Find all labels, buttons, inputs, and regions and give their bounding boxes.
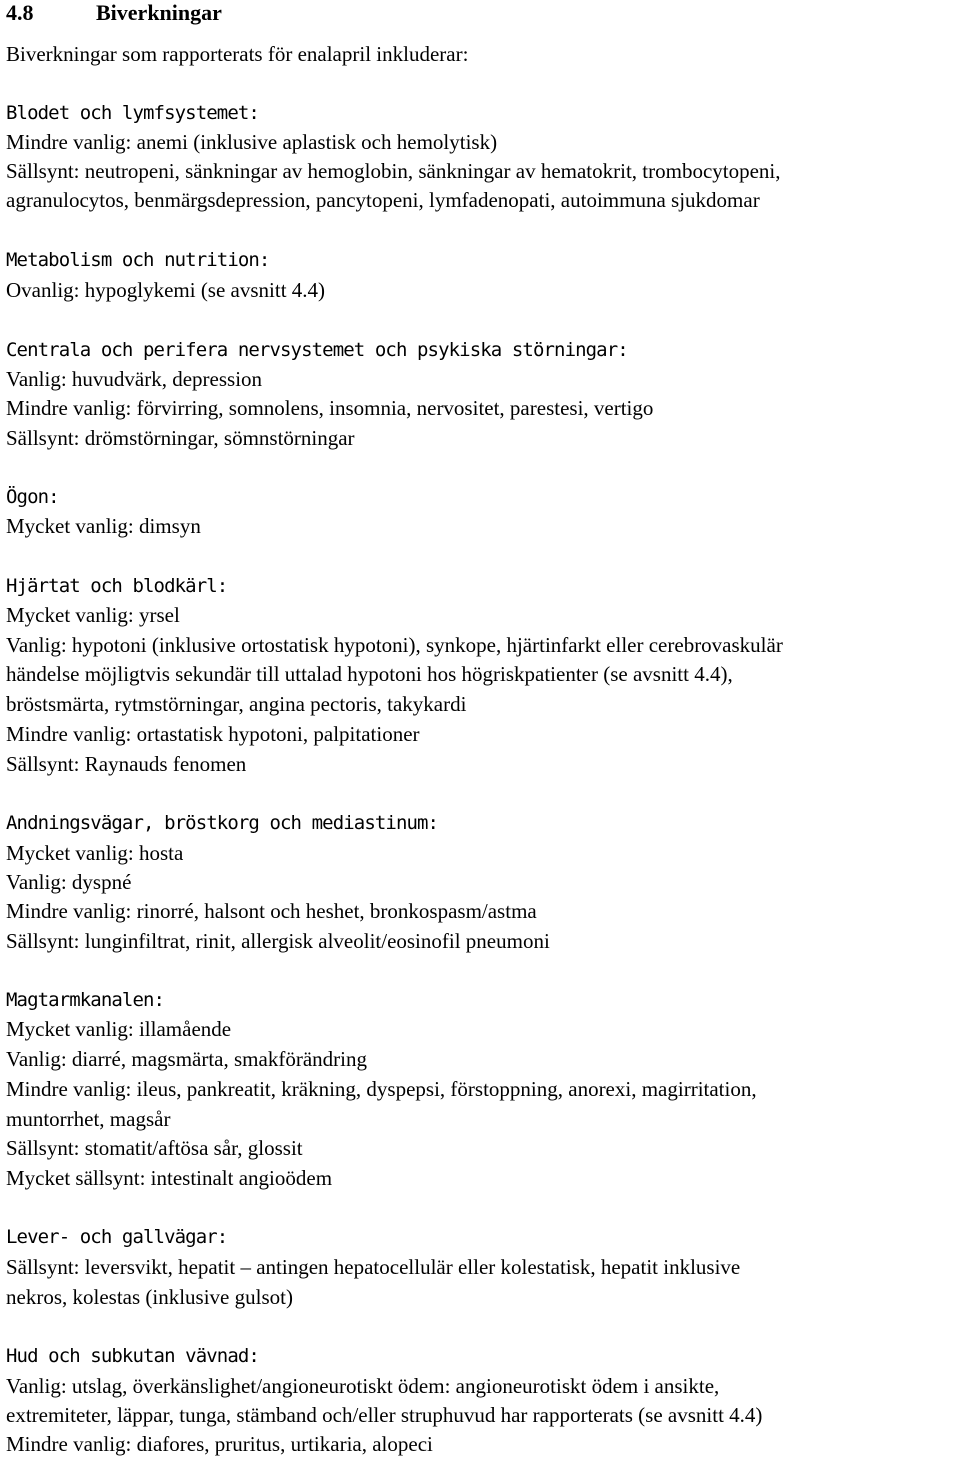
category-heading: Metabolism och nutrition:	[6, 249, 270, 271]
adverse-effect-line: händelse möjligtvis sekundär till uttalad hypotoni hos högriskpatienter (se avsnitt 4.4),	[6, 662, 733, 686]
section-heading	[6, 0, 222, 26]
category-heading: Ögon:	[6, 486, 59, 508]
category-heading: Andningsvägar, bröstkorg och mediastinum:	[6, 812, 439, 834]
adverse-effect-line: Sällsynt: leversvikt, hepatit – antingen hepatocellulär eller kolestatisk, hepatit inklusive	[6, 1255, 741, 1279]
adverse-effect-line: nekros, kolestas (inklusive gulsot)	[6, 1285, 293, 1309]
adverse-effect-line: Vanlig: huvudvärk, depression	[6, 367, 263, 391]
adverse-effect-line: Vanlig: utslag, överkänslighet/angioneurotiskt ödem: angioneurotiskt ödem i ansikte,	[6, 1374, 720, 1398]
adverse-effect-line: Ovanlig: hypoglykemi (se avsnitt 4.4)	[6, 278, 326, 302]
adverse-effect-line: Vanlig: diarré, magsmärta, smakförändring	[6, 1047, 367, 1071]
adverse-effect-line: Sällsynt: Raynauds fenomen	[6, 752, 247, 776]
section-title: Biverkningar	[96, 0, 222, 25]
adverse-effect-line: extremiteter, läppar, tunga, stämband och/eller struphuvud har rapporterats (se avsnitt 4.4)	[6, 1403, 763, 1427]
section-number: 4.8	[6, 0, 34, 25]
category-heading: Lever- och gallvägar:	[6, 1226, 228, 1248]
adverse-effect-line: Sällsynt: drömstörningar, sömnstörningar	[6, 426, 355, 450]
adverse-effect-line: bröstsmärta, rytmstörningar, angina pectoris, takykardi	[6, 692, 467, 716]
adverse-effect-line: Vanlig: hypotoni (inklusive ortostatisk hypotoni), synkope, hjärtinfarkt eller cerebrovaskulär	[6, 633, 783, 657]
adverse-effect-line: Mycket vanlig: illamående	[6, 1017, 232, 1041]
adverse-effect-line: Mycket vanlig: hosta	[6, 841, 184, 865]
adverse-effect-line: Mindre vanlig: anemi (inklusive aplastisk och hemolytisk)	[6, 130, 498, 154]
adverse-effect-line: Sällsynt: stomatit/aftösa sår, glossit	[6, 1136, 303, 1160]
category-heading: Magtarmkanalen:	[6, 989, 165, 1011]
adverse-effect-line: Mindre vanlig: diafores, pruritus, urtikaria, alopeci	[6, 1432, 433, 1456]
adverse-effect-line: Mindre vanlig: ortastatisk hypotoni, palpitationer	[6, 722, 420, 746]
adverse-effect-line: Mindre vanlig: ileus, pankreatit, kräkning, dyspepsi, förstoppning, anorexi, magirritation,	[6, 1077, 757, 1101]
category-heading: Hjärtat och blodkärl:	[6, 575, 228, 597]
adverse-effect-line: Vanlig: dyspné	[6, 870, 132, 894]
category-heading: Blodet och lymfsystemet:	[6, 102, 259, 124]
adverse-effect-line: Mindre vanlig: förvirring, somnolens, insomnia, nervositet, parestesi, vertigo	[6, 396, 654, 420]
adverse-effect-line: muntorrhet, magsår	[6, 1107, 171, 1131]
adverse-effect-line: Mycket vanlig: yrsel	[6, 603, 180, 627]
category-heading: Hud och subkutan vävnad:	[6, 1345, 259, 1367]
adverse-effect-line: Mindre vanlig: rinorré, halsont och heshet, bronkospasm/astma	[6, 899, 537, 923]
category-heading: Centrala och perifera nervsystemet och psykiska störningar:	[6, 339, 628, 361]
adverse-effect-line: Mycket sällsynt: intestinalt angioödem	[6, 1166, 333, 1190]
adverse-effect-line: Sällsynt: neutropeni, sänkningar av hemoglobin, sänkningar av hematokrit, trombocytopeni,	[6, 159, 781, 183]
adverse-effect-line: agranulocytos, benmärgsdepression, pancytopeni, lymfadenopati, autoimmuna sjukdomar	[6, 188, 760, 212]
intro-text: Biverkningar som rapporterats för enalapril inkluderar:	[6, 42, 469, 66]
adverse-effect-line: Sällsynt: lunginfiltrat, rinit, allergisk alveolit/eosinofil pneumoni	[6, 929, 550, 953]
adverse-effect-line: Mycket vanlig: dimsyn	[6, 514, 201, 538]
